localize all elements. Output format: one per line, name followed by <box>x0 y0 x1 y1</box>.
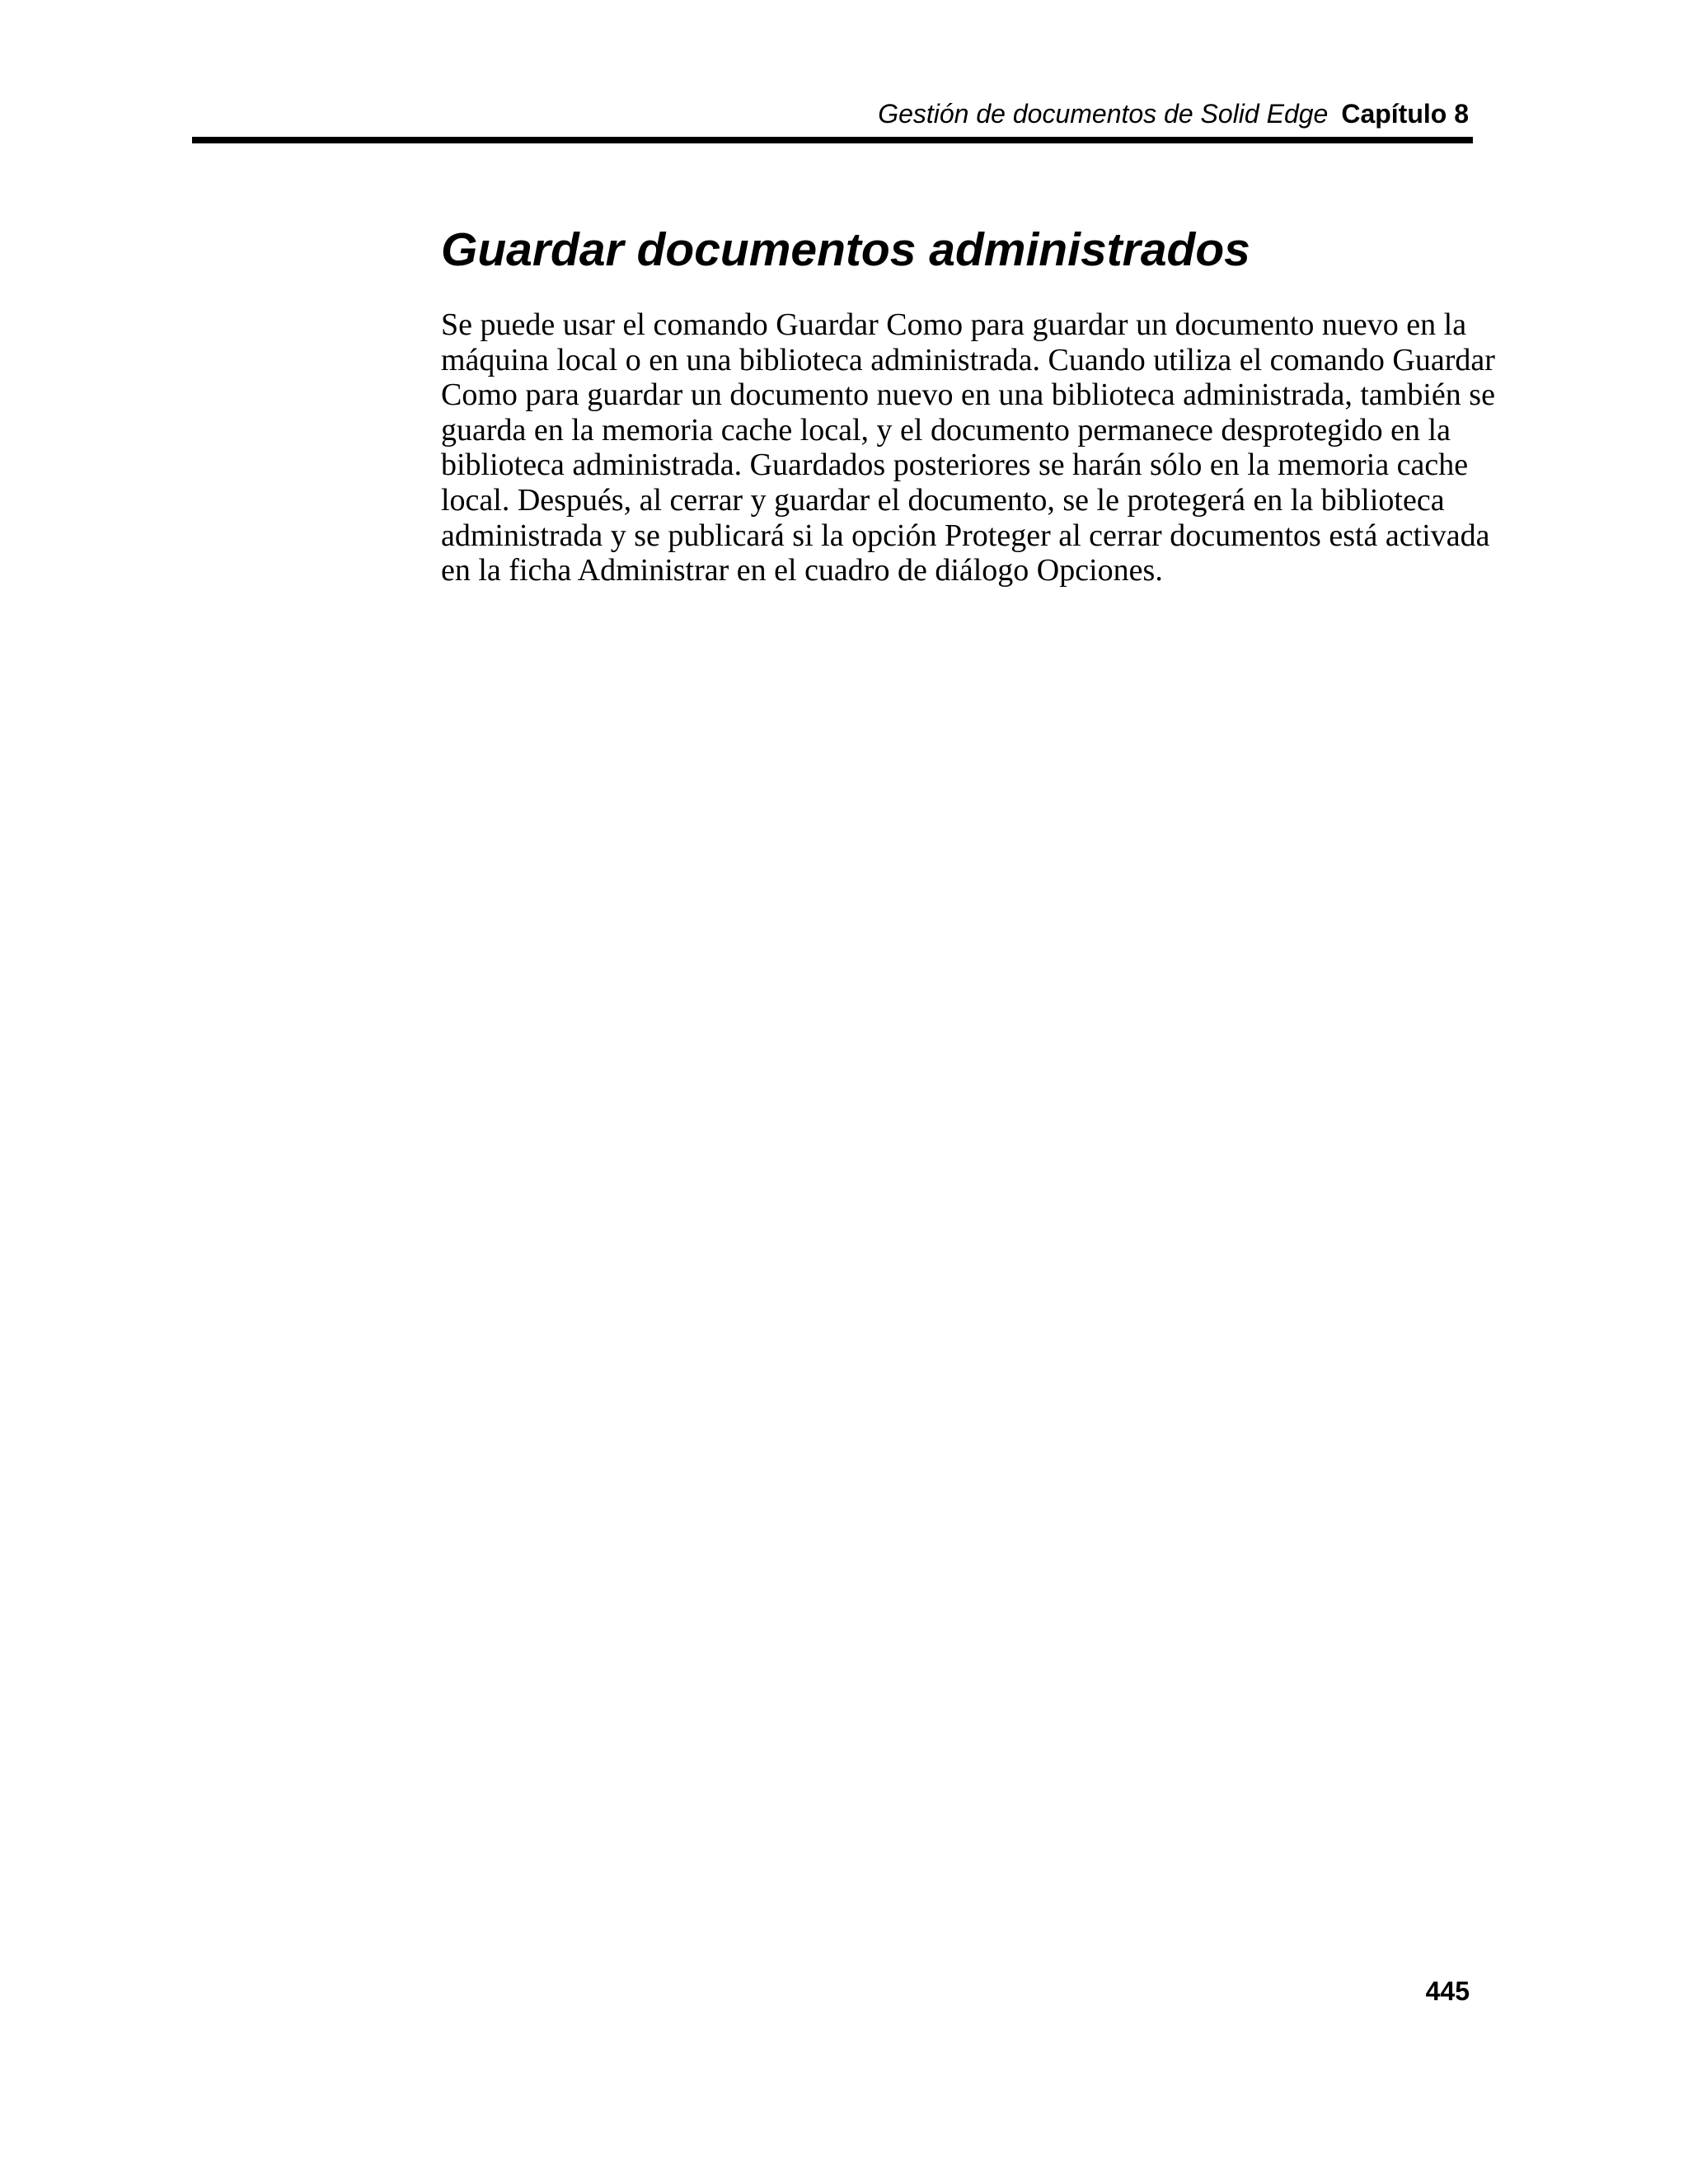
body-line: máquina local o en una biblioteca administrada. Cuando utiliza el comando Guardar <box>441 342 1495 377</box>
running-header <box>878 97 1469 130</box>
running-header-chapter: Capítulo 8 <box>1341 99 1469 129</box>
body-paragraph <box>441 307 1495 588</box>
header-rule <box>192 137 1473 143</box>
running-header-section: Gestión de documentos de Solid Edge <box>878 99 1329 129</box>
body-line: guarda en la memoria cache local, y el documento permanece desprotegido en la <box>441 412 1451 448</box>
body-line: Se puede usar el comando Guardar Como para guardar un documento nuevo en la <box>441 307 1467 342</box>
page-number: 445 <box>1425 1976 1470 2006</box>
body-line: local. Después, al cerrar y guardar el documento, se le protegerá en la biblioteca <box>441 482 1445 518</box>
body-line: administrada y se publicará si la opción Proteger al cerrar documentos está activada <box>441 518 1490 553</box>
body-line: biblioteca administrada. Guardados posteriores se harán sólo en la memoria cache <box>441 448 1469 483</box>
page-title: Guardar documentos administrados <box>441 223 1250 276</box>
body-line: en la ficha Administrar en el cuadro de diálogo Opciones. <box>441 553 1163 588</box>
body-line: Como para guardar un documento nuevo en una biblioteca administrada, también se <box>441 377 1495 413</box>
